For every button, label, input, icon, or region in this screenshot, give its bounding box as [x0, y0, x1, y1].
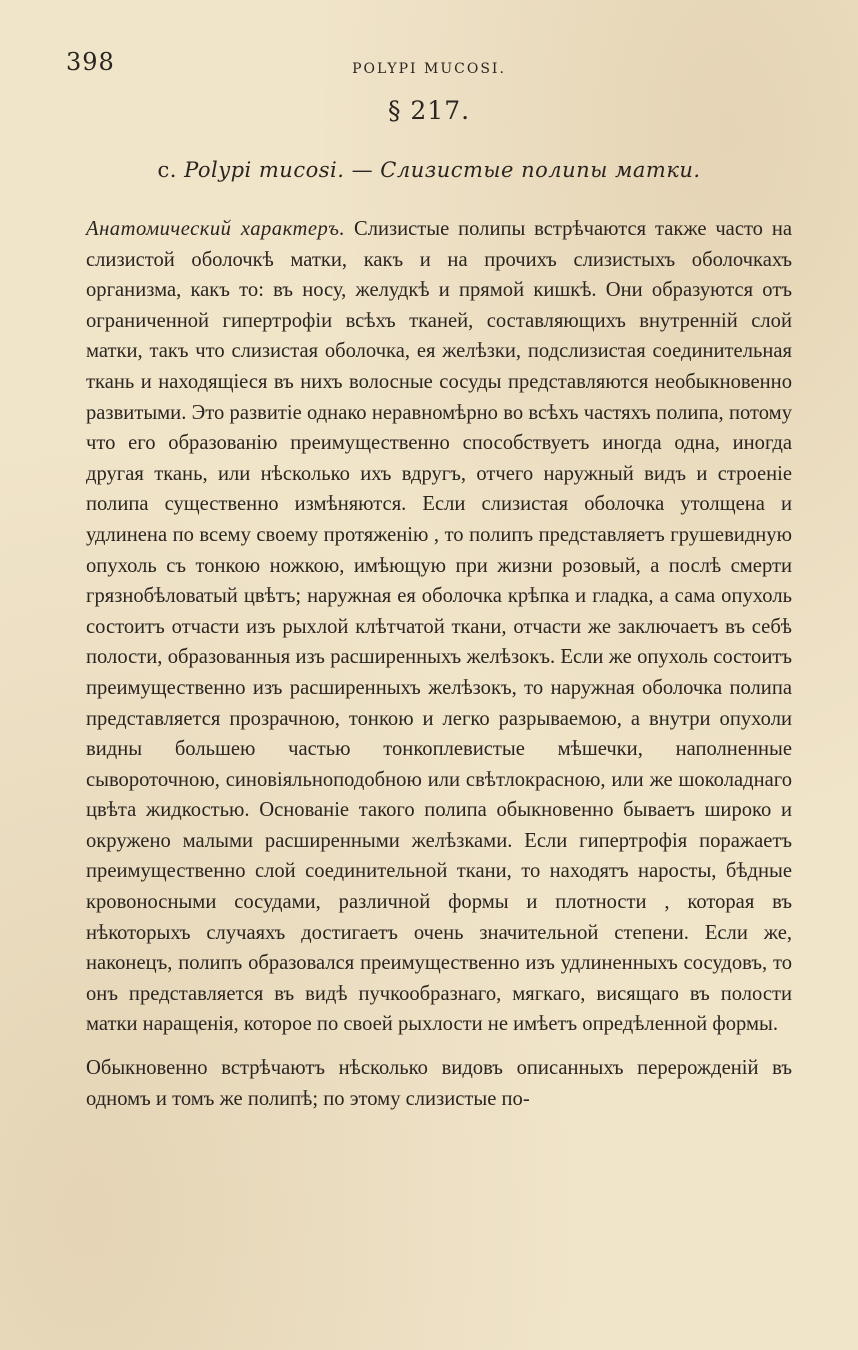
running-head: POLYPI MUCOSI. [352, 61, 506, 77]
section-number: § 217. [387, 96, 471, 125]
paragraph-2 [86, 1053, 792, 1114]
section-subtitle [0, 158, 858, 182]
paragraph-1-text: Слизистые полипы встрѣчаются также часто на слизистой оболочкѣ матки, какъ и на прочихъ слизистыхъ оболочкахъ организма, какъ то: въ носу, желудкѣ и прямой кишкѣ. Они образуются отъ ограниченной гипертрофіи всѣхъ тканей, составляющихъ внутренній слой матки, такъ что слизистая оболочка, ея желѣзки, подслизистая соединительная ткань и находящіеся въ нихъ волосные сосуды представляются необыкновенно развитыми. Это развитіе однако неравномѣрно во всѣхъ частяхъ полипа, потому что его образованію преимущественно способствуетъ иногда одна, иногда другая ткань, или нѣсколько ихъ вдругъ, отчего наружный видъ и строеніе полипа существенно измѣняются. Если слизистая оболочка утолщена и удлинена по всему своему протяженію , то полипъ представляетъ грушевидную опухоль съ тонкою ножкою, имѣющую при жизни розовый, а послѣ смерти грязнобѣловатый цвѣтъ; наружная ея оболочка крѣпка и гладка, а сама опухоль состоитъ отчасти изъ рыхлой клѣтчатой ткани, отчасти же заключаетъ въ себѣ полости, образованныя изъ расширенныхъ желѣзокъ. Если же опухоль состоитъ преимущественно изъ расширенныхъ желѣзокъ, то наружная оболочка полипа представляется прозрачною, тонкою и легко разрываемою, а внутри опухоли видны большею частью тонкоплевистые мѣшечки, наполненные сывороточною, синовіяльноподобною или свѣтлокрасною, или же шоколаднаго цвѣта жидкостью. Основаніе такого полипа обыкновенно бываетъ широко и окружено малыми расширенными желѣзками. Если гипертрофія поражаетъ преимущественно слой соединительной ткани, то находятъ наросты, бѣдные кровоносными сосудами, различной формы и плотности , которая въ нѣкоторыхъ случаяхъ достигаетъ очень значительной степени. Если же, наконецъ, полипъ образовался преимущественно изъ удлиненныхъ сосудовъ, то онъ представляется въ видѣ пучкообразнаго, мягкаго, висящаго въ полости матки наращенія, которое по своей рыхлости не имѣетъ опредѣленной формы. [86, 218, 792, 1036]
paragraph-1 [86, 214, 792, 1040]
subtitle-prefix: c. [157, 158, 185, 182]
body-text [86, 214, 792, 1114]
subtitle-russian: Слизистые полипы матки. [380, 158, 701, 182]
paragraph-2-text: Обыкновенно встрѣчаютъ нѣсколько видовъ описанныхъ перерожденій въ одномъ и томъ же полипѣ; по этому слизистые по- [86, 1057, 792, 1110]
paragraph-1-lead: Анатомический характеръ. [86, 218, 346, 240]
subtitle-separator: — [344, 158, 381, 182]
subtitle-latin: Polypi mucosi. [184, 158, 345, 182]
page-number: 398 [66, 48, 115, 76]
